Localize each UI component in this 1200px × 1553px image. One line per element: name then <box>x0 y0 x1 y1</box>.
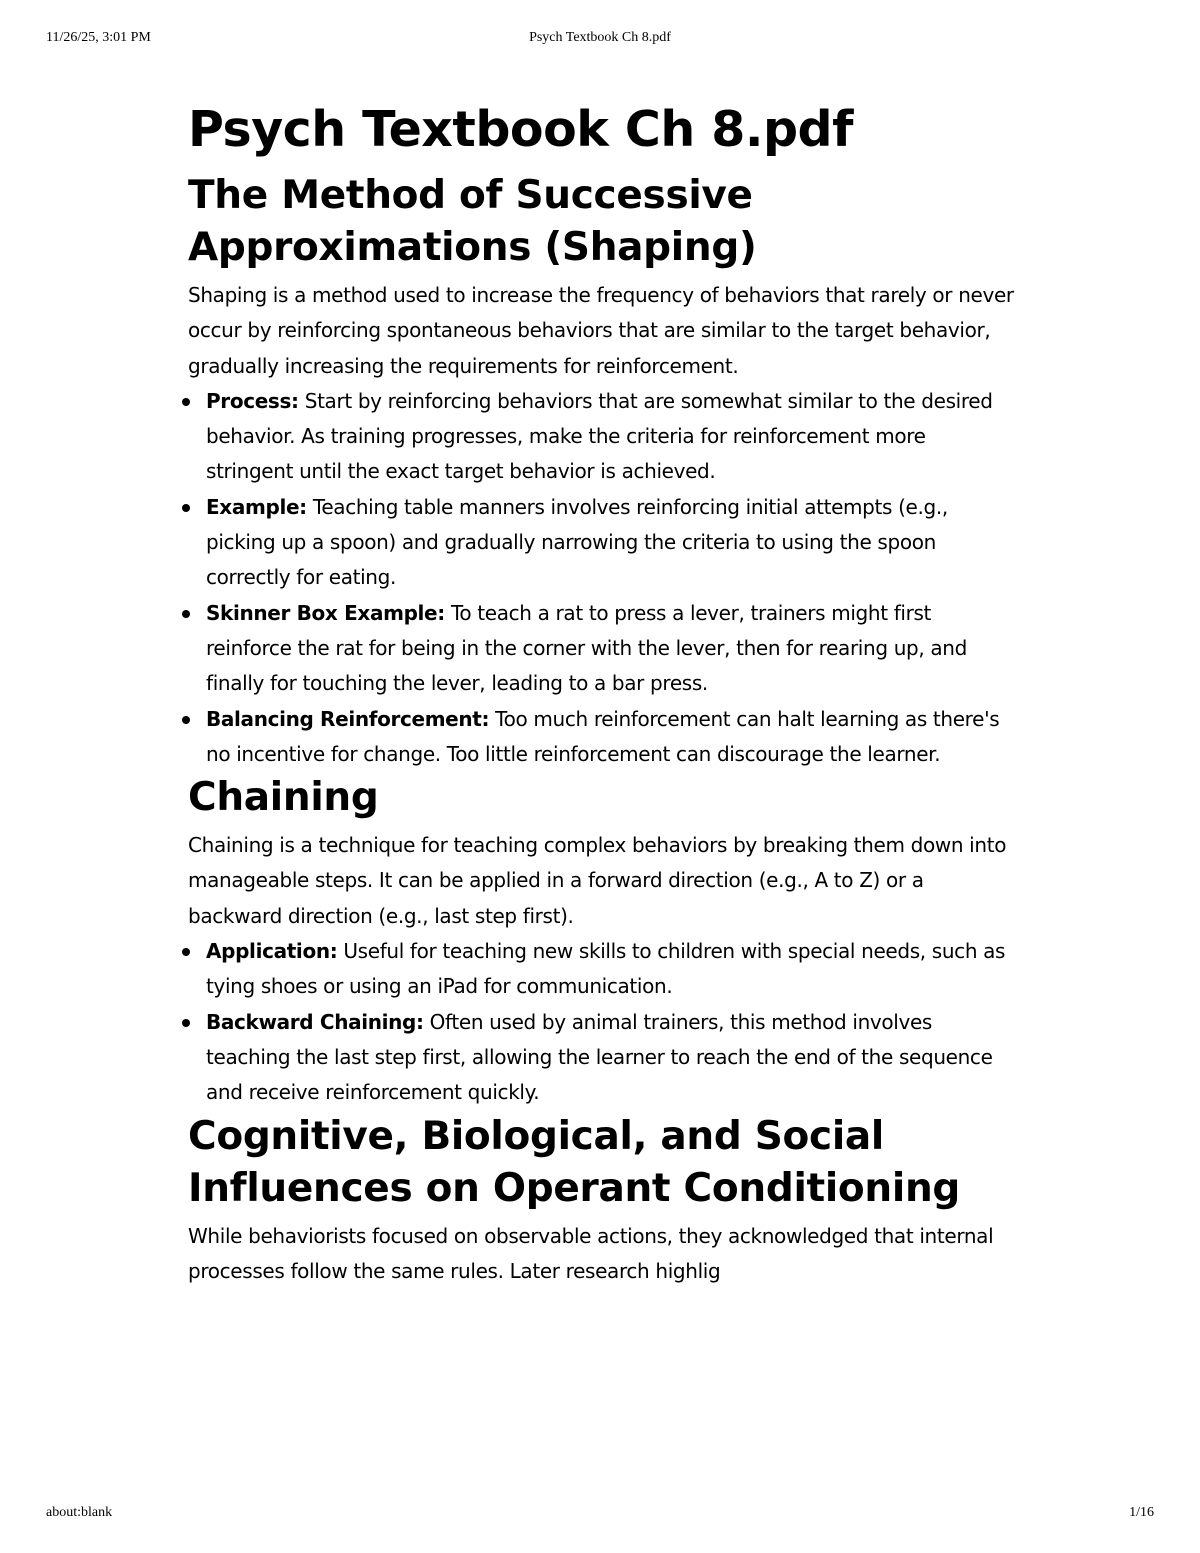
bullet-list-chaining <box>188 934 1018 1110</box>
page-number: 1/16 <box>1129 1505 1154 1520</box>
list-item-term: Application: <box>206 939 338 964</box>
list-item-text: Too much reinforcement can halt learning as there's no incentive for change. Too little reinforcement can discourage the learner. <box>206 706 1000 766</box>
bullet-list-shaping <box>188 384 1018 772</box>
list-item-term: Backward Chaining: <box>206 1009 424 1034</box>
print-doc-title: Psych Textbook Ch 8.pdf <box>529 30 671 45</box>
list-item-term: Balancing Reinforcement: <box>206 706 490 731</box>
section-heading-chaining: Chaining <box>188 775 379 821</box>
print-footer <box>46 1505 1154 1525</box>
list-item <box>188 702 1018 773</box>
section-intro-influences: While behaviorists focused on observable actions, they acknowledged that internal processes follow the same rules. Later research highlig <box>188 1223 994 1283</box>
list-item-text: Useful for teaching new skills to children with special needs, such as tying shoes or using an iPad for communication. <box>206 939 1006 999</box>
section-heading-shaping: The Method of Successive Approximations (Shaping) <box>188 173 757 270</box>
print-header <box>46 30 1154 50</box>
list-item-text: Start by reinforcing behaviors that are somewhat similar to the desired behavior. As training progresses, make the criteria for reinforcement more stringent until the exact target behavior is achieved. <box>206 388 993 484</box>
list-item <box>188 384 1018 490</box>
list-item-term: Skinner Box Example: <box>206 600 445 625</box>
section-intro-chaining: Chaining is a technique for teaching complex behaviors by breaking them down into manageable steps. It can be applied in a forward direction (e.g., A to Z) or a backward direction (e.g., last step first). <box>188 833 1007 928</box>
page-title: Psych Textbook Ch 8.pdf <box>188 101 853 158</box>
list-item <box>188 490 1018 596</box>
list-item <box>188 596 1018 702</box>
document-body <box>188 100 1018 1289</box>
list-item-text: To teach a rat to press a lever, trainers might first reinforce the rat for being in the corner with the lever, then for rearing up, and finally for touching the lever, leading to a bar press. <box>206 600 967 696</box>
list-item-text: Teaching table manners involves reinforcing initial attempts (e.g., picking up a spoon) and gradually narrowing the criteria to using the spoon correctly for eating. <box>206 494 948 590</box>
list-item <box>188 934 1018 1005</box>
print-url: about:blank <box>46 1505 113 1520</box>
print-datetime: 11/26/25, 3:01 PM <box>46 30 151 45</box>
list-item <box>188 1005 1018 1111</box>
list-item-term: Example: <box>206 494 307 519</box>
section-heading-influences: Cognitive, Biological, and Social Influences on Operant Conditioning <box>188 1113 961 1211</box>
section-intro-shaping: Shaping is a method used to increase the frequency of behaviors that rarely or never occur by reinforcing spontaneous behaviors that are similar to the target behavior, gradually increasing the requirements for reinforcement. <box>188 283 1014 378</box>
list-item-term: Process: <box>206 388 299 413</box>
list-item-text: Often used by animal trainers, this method involves teaching the last step first, allowing the learner to reach the end of the sequence and receive reinforcement quickly. <box>206 1009 993 1105</box>
